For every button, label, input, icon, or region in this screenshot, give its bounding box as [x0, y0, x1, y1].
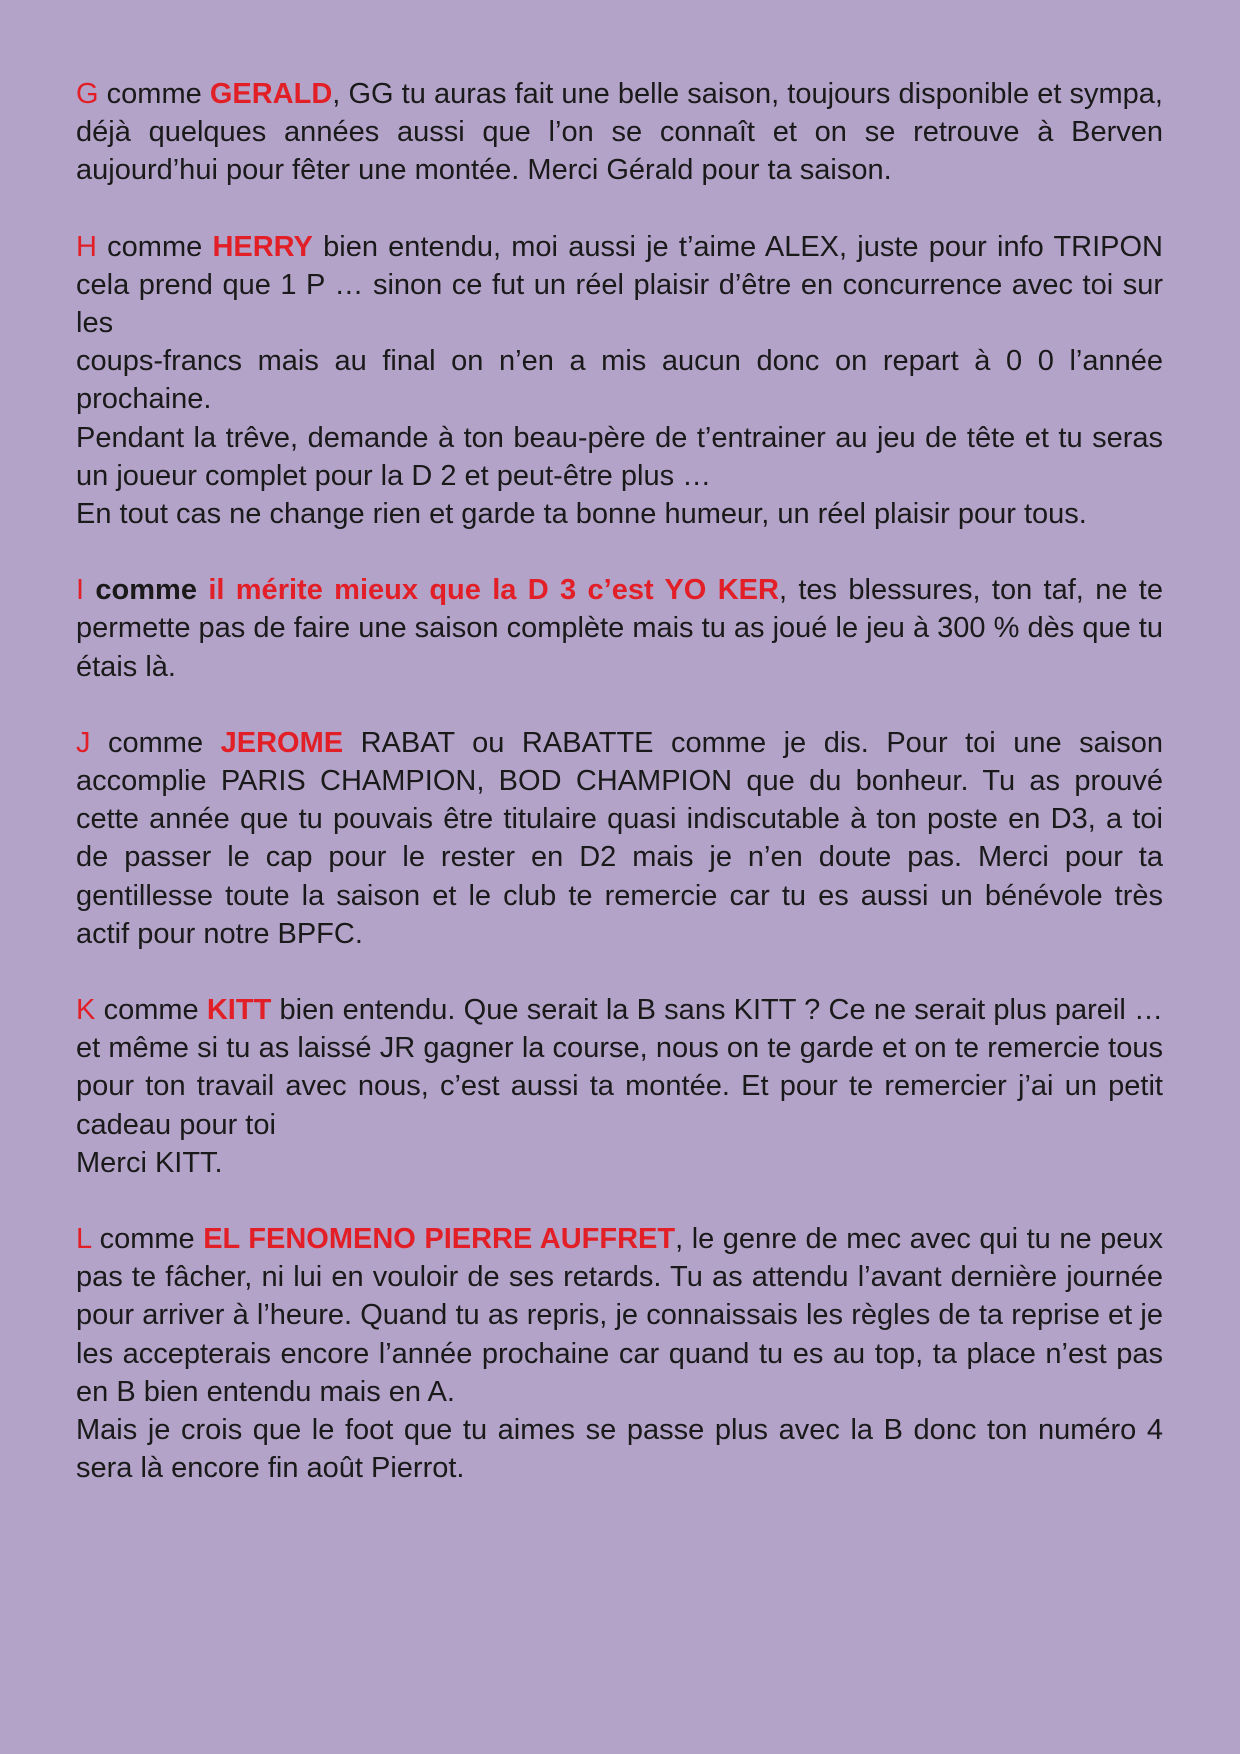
- section-h: [76, 228, 1163, 534]
- paragraph: [76, 724, 1163, 953]
- paragraph: Pendant la trêve, demande à ton beau-père de t’entrainer au jeu de tête et tu seras un joueur complet pour la D 2 et peut-être plus …: [76, 421, 1163, 492]
- paragraph: [76, 571, 1163, 686]
- section-text: , tes blessures, ton taf, ne te permette pas de faire une saison complète mais tu as joué le jeu à 300 % dès que tu étais là.: [76, 574, 1163, 683]
- comme-text: comme: [98, 78, 210, 110]
- section-name: KITT: [206, 994, 272, 1027]
- paragraph: [76, 228, 1163, 343]
- section-text: , le genre de mec avec qui tu ne peux pas te fâcher, ni lui en vouloir de ses retards. Tu as attendu l’avant dernière journée pour arriver à l’heure. Quand tu as repris, je connaissais les règles de ta reprise et je les accepterais encore l’année prochaine car quand tu es au top, ta place n’est pas en B bien entendu mais en A.: [76, 1223, 1164, 1408]
- section-letter: G: [76, 78, 99, 110]
- section-letter: J: [76, 726, 91, 759]
- section-text: bien entendu. Que serait la B sans KITT ? Ce ne serait plus pareil … et même si tu as laissé JR gagner la course, nous on te garde et on te remercie tous pour ton travail avec nous, c’est aussi ta montée. Et pour te remercier j’ai un petit cadeau pour toi: [76, 994, 1163, 1141]
- comme-text: comme: [96, 230, 213, 263]
- section-text: RABAT ou RABATTE comme je dis. Pour toi une saison accomplie PARIS CHAMPION, BOD CHAMPION que du bonheur. Tu as prouvé cette année que tu pouvais être titulaire quasi indiscutable à ton poste en D3, a toi de passer le cap pour le rester en D2 mais je n’en doute pas. Merci pour ta gentillesse toute la saison et le club te remercie car tu es aussi un bénévole très actif pour notre BPFC.: [76, 726, 1163, 950]
- comme-text: comme: [84, 574, 209, 607]
- paragraph: [76, 75, 1163, 190]
- paragraph: Merci KITT.: [76, 1146, 223, 1179]
- section-name: EL FENOMENO PIERRE AUFFRET: [203, 1223, 676, 1256]
- section-letter: I: [76, 574, 85, 607]
- section-g: [76, 75, 1163, 190]
- paragraph: Mais je crois que le foot que tu aimes se passe plus avec la B donc ton numéro 4 sera là encore fin août Pierrot.: [76, 1414, 1163, 1485]
- section-i: [76, 571, 1163, 686]
- comme-text: comme: [95, 994, 207, 1027]
- paragraph: En tout cas ne change rien et garde ta bonne humeur, un réel plaisir pour tous.: [76, 498, 1087, 531]
- paragraph: [76, 991, 1163, 1144]
- section-k: [76, 991, 1163, 1182]
- section-text: bien entendu, moi aussi je t’aime ALEX, juste pour info TRIPON cela prend que 1 P … sinon ce fut un réel plaisir d’être en concurrence avec toi sur les: [76, 230, 1163, 340]
- section-j: [76, 724, 1163, 953]
- section-letter: K: [76, 994, 96, 1027]
- section-l: [76, 1220, 1163, 1487]
- paragraph: coups-francs mais au final on n’en a mis aucun donc on repart à 0 0 l’année prochaine.: [76, 345, 1163, 416]
- section-name: il mérite mieux que la D 3 c’est YO KER: [208, 574, 779, 607]
- section-name: GERALD: [209, 78, 333, 110]
- section-text: , GG tu auras fait une belle saison, toujours disponible et sympa, déjà quelques années aussi que l’on se connaît et on se retrouve à Berven aujourd’hui pour fêter une montée. Merci Gérald pour ta saison.: [76, 78, 1163, 187]
- section-name: HERRY: [212, 230, 313, 263]
- paragraph: [76, 1220, 1163, 1411]
- section-name: JEROME: [220, 726, 344, 759]
- section-letter: L: [76, 1223, 92, 1256]
- section-letter: H: [76, 230, 97, 263]
- comme-text: comme: [90, 726, 221, 759]
- comme-text: comme: [91, 1223, 204, 1256]
